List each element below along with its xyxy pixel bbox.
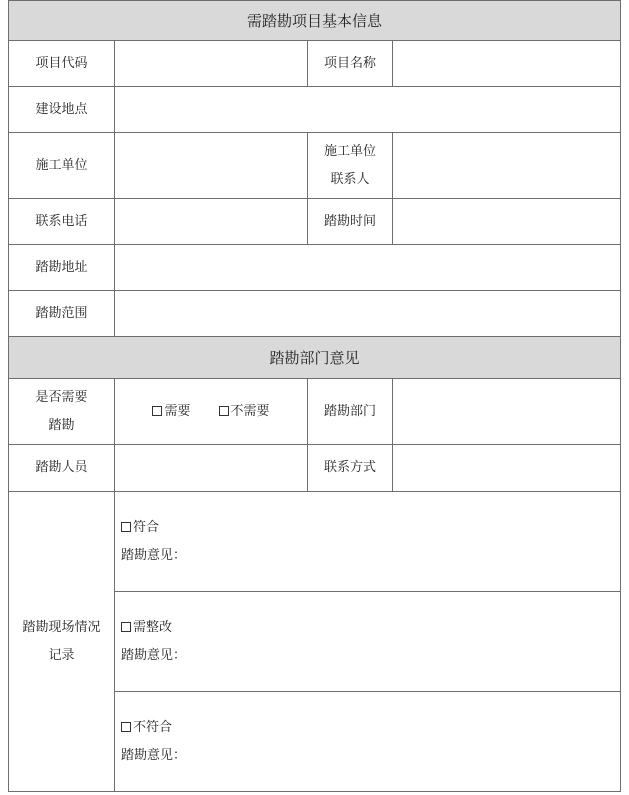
section-title-dept-opinion: 踏勘部门意见 bbox=[9, 337, 621, 379]
project-name-label: 项目名称 bbox=[308, 41, 393, 87]
noncomply-option[interactable] bbox=[121, 714, 614, 742]
surveyor-field[interactable] bbox=[115, 445, 308, 492]
construction-contact-label bbox=[308, 133, 393, 199]
checkbox-icon[interactable] bbox=[121, 722, 131, 732]
record-block-noncomply[interactable] bbox=[115, 692, 621, 792]
need-survey-label-line1: 是否需要 bbox=[35, 389, 88, 405]
need-option-label: 需要 bbox=[164, 403, 191, 419]
contact-method-label: 联系方式 bbox=[308, 445, 393, 492]
comply-option[interactable] bbox=[121, 514, 614, 542]
surveyor-label: 踏勘人员 bbox=[9, 445, 115, 492]
construction-unit-field[interactable] bbox=[115, 133, 308, 199]
checkbox-icon[interactable] bbox=[152, 406, 162, 416]
record-block-comply[interactable] bbox=[115, 492, 621, 592]
build-site-label: 建设地点 bbox=[9, 87, 115, 133]
comply-option-label: 符合 bbox=[133, 519, 160, 535]
project-code-field[interactable] bbox=[115, 41, 308, 87]
survey-dept-label: 踏勘部门 bbox=[308, 379, 393, 445]
survey-form-table bbox=[8, 0, 621, 792]
phone-label: 联系电话 bbox=[9, 199, 115, 245]
construction-unit-label: 施工单位 bbox=[9, 133, 115, 199]
construction-contact-field[interactable] bbox=[393, 133, 621, 199]
need-option[interactable] bbox=[152, 398, 190, 426]
survey-address-field[interactable] bbox=[115, 245, 621, 291]
need-survey-options bbox=[115, 379, 308, 445]
section-title-project-info: 需踏勘项目基本信息 bbox=[9, 1, 621, 41]
noncomply-opinion-label: 踏勘意见： bbox=[121, 747, 187, 763]
rectify-option[interactable] bbox=[121, 614, 614, 642]
survey-time-field[interactable] bbox=[393, 199, 621, 245]
comply-opinion-label: 踏勘意见： bbox=[121, 547, 187, 563]
phone-field[interactable] bbox=[115, 199, 308, 245]
noncomply-option-label: 不符合 bbox=[133, 719, 173, 735]
record-label bbox=[9, 492, 115, 792]
no-need-option[interactable] bbox=[219, 398, 270, 426]
checkbox-icon[interactable] bbox=[219, 406, 229, 416]
need-survey-label-line2: 踏勘 bbox=[48, 417, 75, 433]
construction-contact-label-line1: 施工单位 bbox=[323, 143, 376, 159]
no-need-option-label: 不需要 bbox=[230, 403, 270, 419]
survey-time-label: 踏勘时间 bbox=[308, 199, 393, 245]
contact-method-field[interactable] bbox=[393, 445, 621, 492]
rectify-option-label: 需整改 bbox=[133, 619, 173, 635]
need-survey-label bbox=[9, 379, 115, 445]
rectify-opinion-label: 踏勘意见： bbox=[121, 647, 187, 663]
project-code-label: 项目代码 bbox=[9, 41, 115, 87]
build-site-field[interactable] bbox=[115, 87, 621, 133]
project-name-field[interactable] bbox=[393, 41, 621, 87]
survey-scope-field[interactable] bbox=[115, 291, 621, 337]
construction-contact-label-line2: 联系人 bbox=[330, 171, 370, 187]
survey-address-label: 踏勘地址 bbox=[9, 245, 115, 291]
checkbox-icon[interactable] bbox=[121, 522, 131, 532]
survey-dept-field[interactable] bbox=[393, 379, 621, 445]
survey-scope-label: 踏勘范围 bbox=[9, 291, 115, 337]
checkbox-icon[interactable] bbox=[121, 622, 131, 632]
record-label-line2: 记录 bbox=[48, 647, 75, 663]
record-label-line1: 踏勘现场情况 bbox=[22, 619, 101, 635]
record-block-rectify[interactable] bbox=[115, 592, 621, 692]
